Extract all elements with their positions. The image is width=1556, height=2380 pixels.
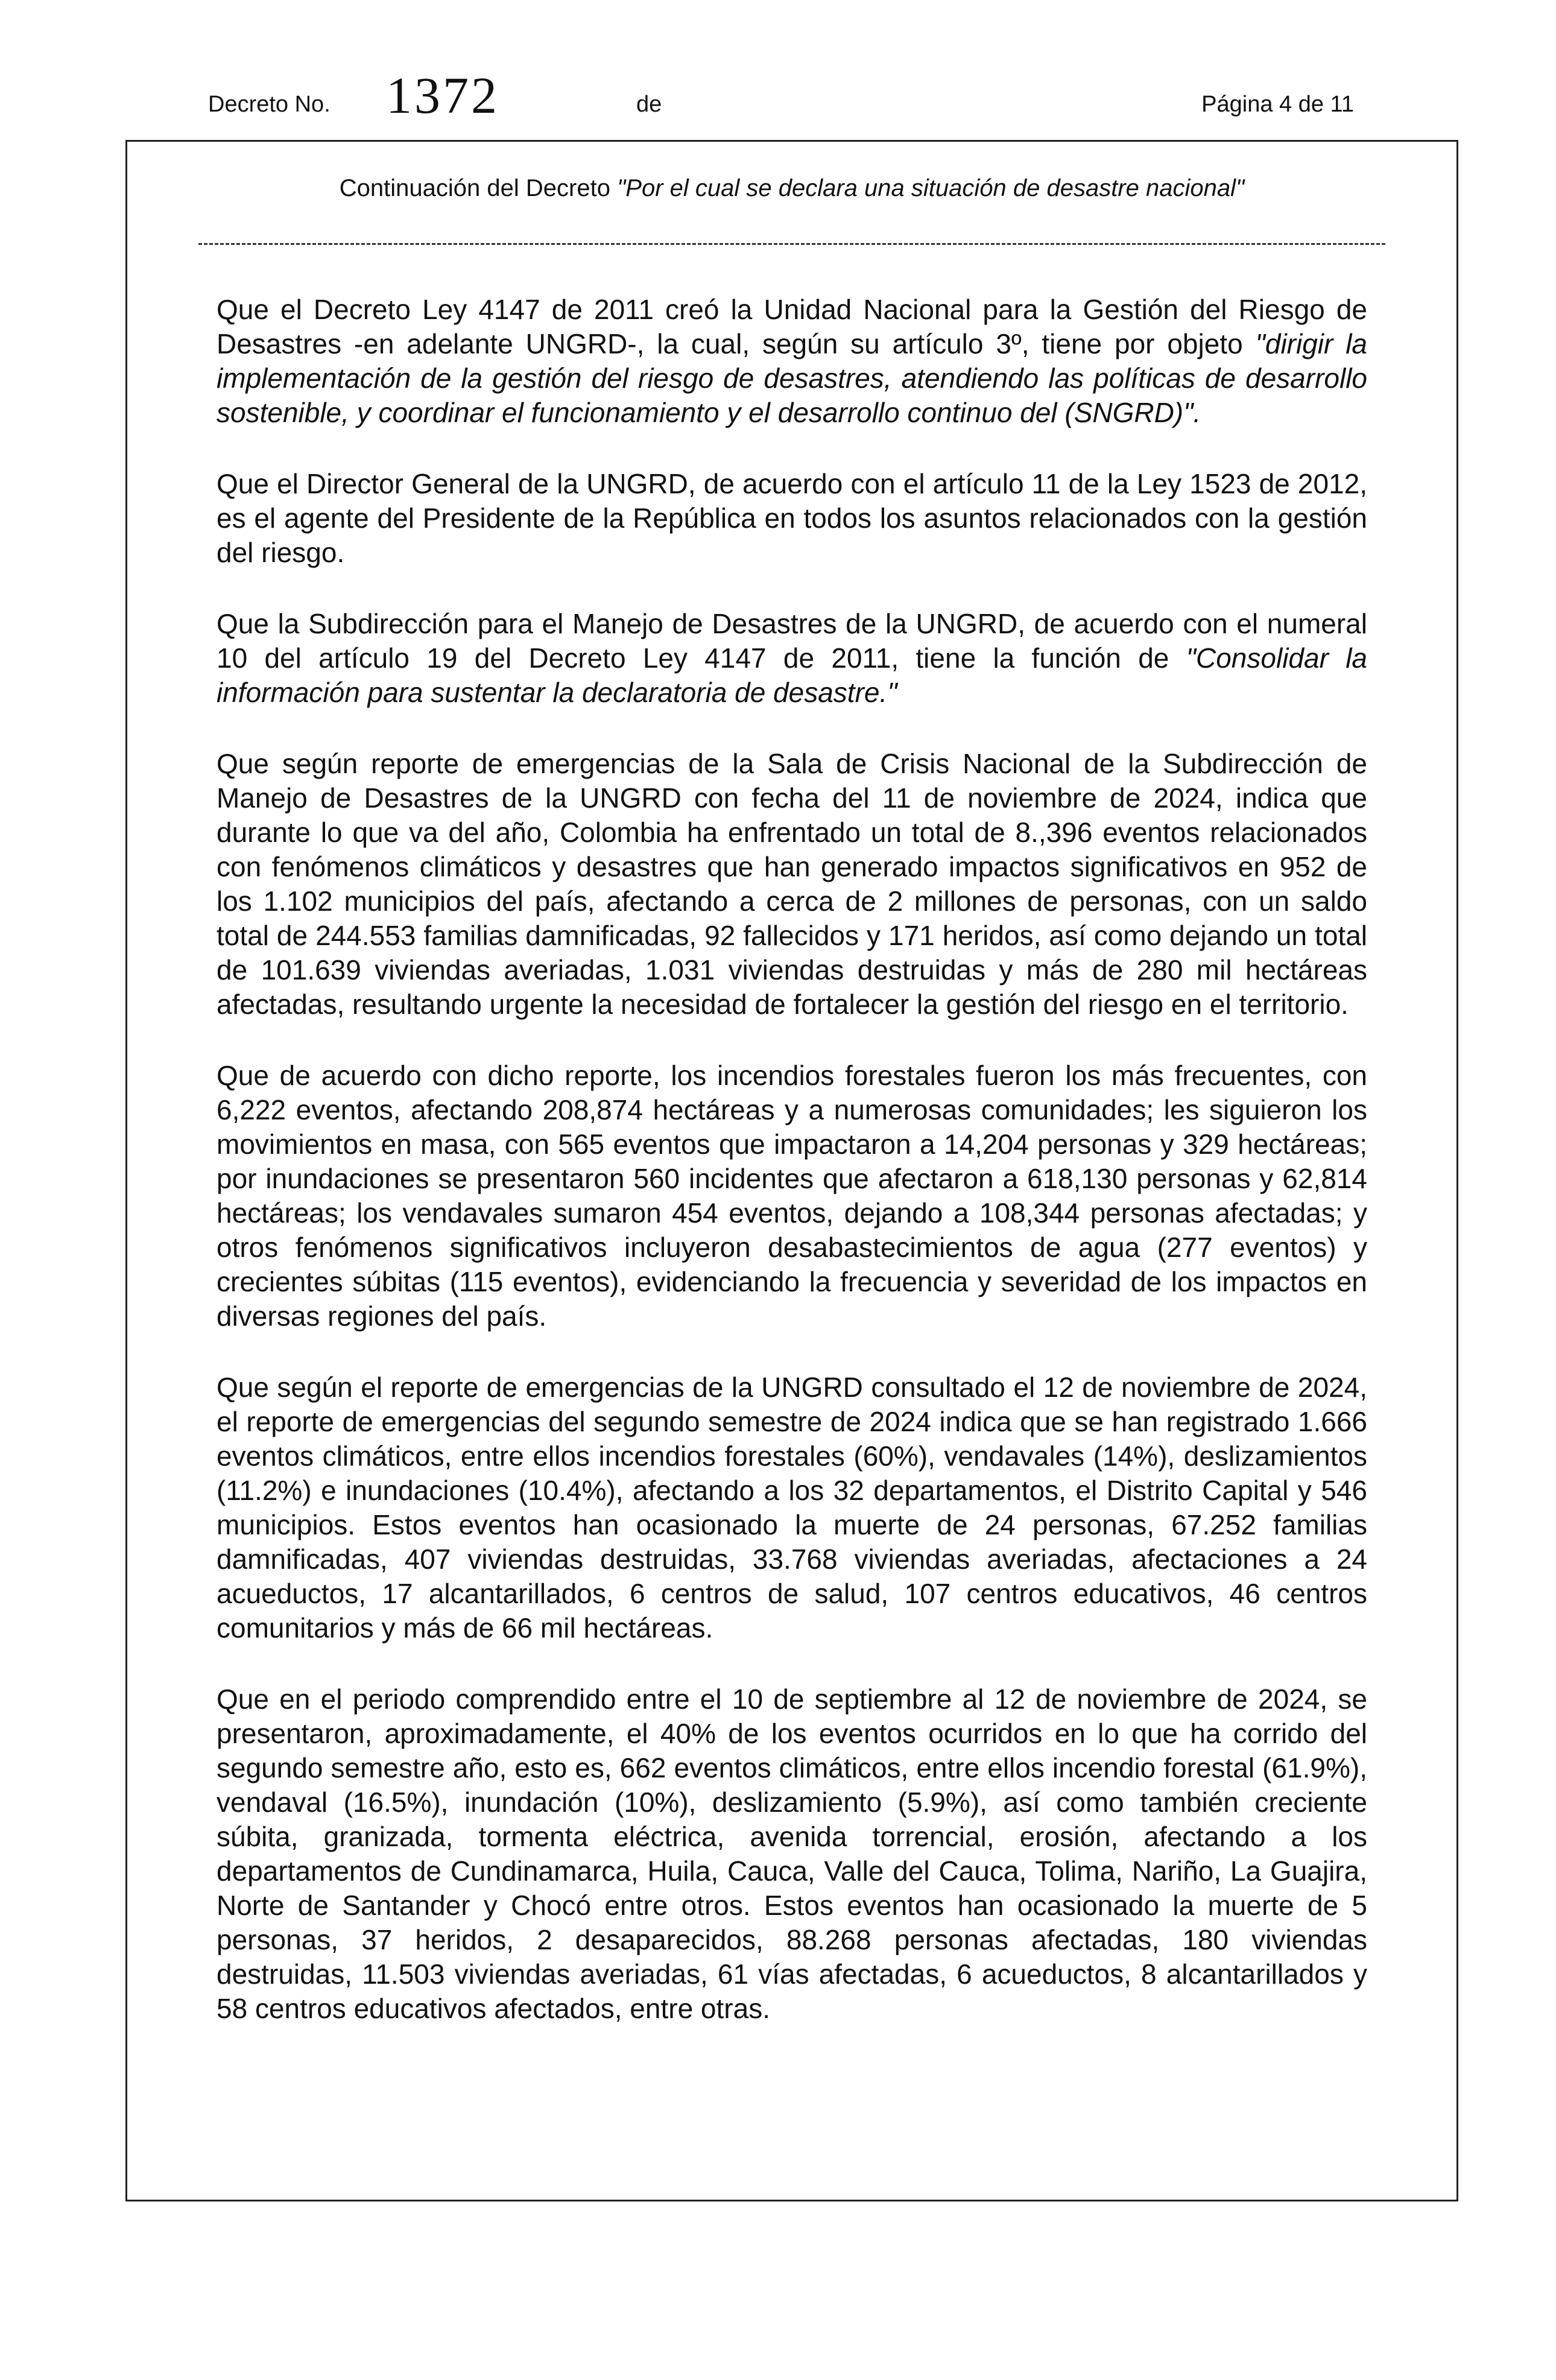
decree-date-label: de [636, 92, 662, 117]
document-body [217, 293, 1367, 2063]
subtitle-prefix: Continuación del Decreto [339, 175, 618, 201]
page-number: Página 4 de 11 [1201, 92, 1354, 117]
paragraph: Que el Director General de la UNGRD, de acuerdo con el artículo 11 de la Ley 1523 de 2012, es el agente del Presidente de la República en todos los asuntos relacionados con la gestión del riesgo. [217, 468, 1367, 568]
paragraph: Que el Decreto Ley 4147 de 2011 creó la Unidad Nacional para la Gestión del Riesgo de Desastres -en adelante UNGRD-, la cual, según su artículo 3º, tiene por objeto "dirigir la implementación de la gestión del riesgo de desastres, atendiendo las políticas de desarrollo sostenible, y coordinar el funcionamiento y el desarrollo continuo del (SNGRD)". [217, 294, 1367, 428]
paragraph: Que según el reporte de emergencias de la UNGRD consultado el 12 de noviembre de 2024, el reporte de emergencias del segundo semestre de 2024 indica que se han registrado 1.666 eventos climáticos, entre ellos incendios forestales (60%), vendavales (14%), deslizamientos (11.2%) e inundaciones (10.4%), afectando a los 32 departamentos, el Distrito Capital y 546 municipios. Estos eventos han ocasionado la muerte de 24 personas, 67.252 familias damnificadas, 407 viviendas destruidas, 33.768 viviendas averiadas, afectaciones a 24 acueductos, 17 alcantarillados, 6 centros de salud, 107 centros educativos, 46 centros comunitarios y más de 66 mil hectáreas. [217, 1372, 1367, 1644]
paragraph: Que de acuerdo con dicho reporte, los incendios forestales fueron los más frecuentes, con 6,222 eventos, afectando 208,874 hectáreas y a numerosas comunidades; les siguieron los movimientos en masa, con 565 eventos que impactaron a 14,204 personas y 329 hectáreas; por inundaciones se presentaron 560 incidentes que afectaron a 618,130 personas y 62,814 hectáreas; los vendavales sumaron 454 eventos, dejando a 108,344 personas afectadas; y otros fenómenos significativos incluyeron desabastecimientos de agua (277 eventos) y crecientes súbitas (115 eventos), evidenciando la frecuencia y severidad de los impactos en diversas regiones del país. [217, 1060, 1367, 1332]
decree-number: 1372 [386, 66, 499, 124]
dashed-divider [198, 243, 1385, 245]
paragraph: Que la Subdirección para el Manejo de Desastres de la UNGRD, de acuerdo con el numeral 10 del artículo 19 del Decreto Ley 4147 de 2011, tiene la función de "Consolidar la información para sustentar la declaratoria de desastre." [217, 608, 1367, 708]
page-header [208, 60, 1354, 127]
continuation-subtitle [127, 175, 1456, 202]
document-frame [125, 140, 1458, 2201]
subtitle-quote: "Por el cual se declara una situación de desastre nacional" [617, 175, 1245, 201]
paragraph: Que según reporte de emergencias de la Sala de Crisis Nacional de la Subdirección de Manejo de Desastres de la UNGRD con fecha del 11 de noviembre de 2024, indica que durante lo que va del año, Colombia ha enfrentado un total de 8.,396 eventos relacionados con fenómenos climáticos y desastres que han generado impactos significativos en 952 de los 1.102 municipios del país, afectando a cerca de 2 millones de personas, con un saldo total de 244.553 familias damnificadas, 92 fallecidos y 171 heridos, así como dejando un total de 101.639 viviendas averiadas, 1.031 viviendas destruidas y más de 280 mil hectáreas afectadas, resultando urgente la necesidad de fortalecer la gestión del riesgo en el territorio. [217, 748, 1367, 1020]
paragraph: Que en el periodo comprendido entre el 10 de septiembre al 12 de noviembre de 2024, se presentaron, aproximadamente, el 40% de los eventos ocurridos en lo que ha corrido del segundo semestre año, esto es, 662 eventos climáticos, entre ellos incendio forestal (61.9%), vendaval (16.5%), inundación (10%), deslizamiento (5.9%), así como también creciente súbita, granizada, tormenta eléctrica, avenida torrencial, erosión, afectando a los departamentos de Cundinamarca, Huila, Cauca, Valle del Cauca, Tolima, Nariño, La Guajira, Norte de Santander y Chocó entre otros. Estos eventos han ocasionado la muerte de 5 personas, 37 heridos, 2 desaparecidos, 88.268 personas afectadas, 180 viviendas destruidas, 11.503 viviendas averiadas, 61 vías afectadas, 6 acueductos, 8 alcantarillados y 58 centros educativos afectados, entre otras. [217, 1683, 1367, 2024]
decree-label: Decreto No. [208, 92, 330, 117]
